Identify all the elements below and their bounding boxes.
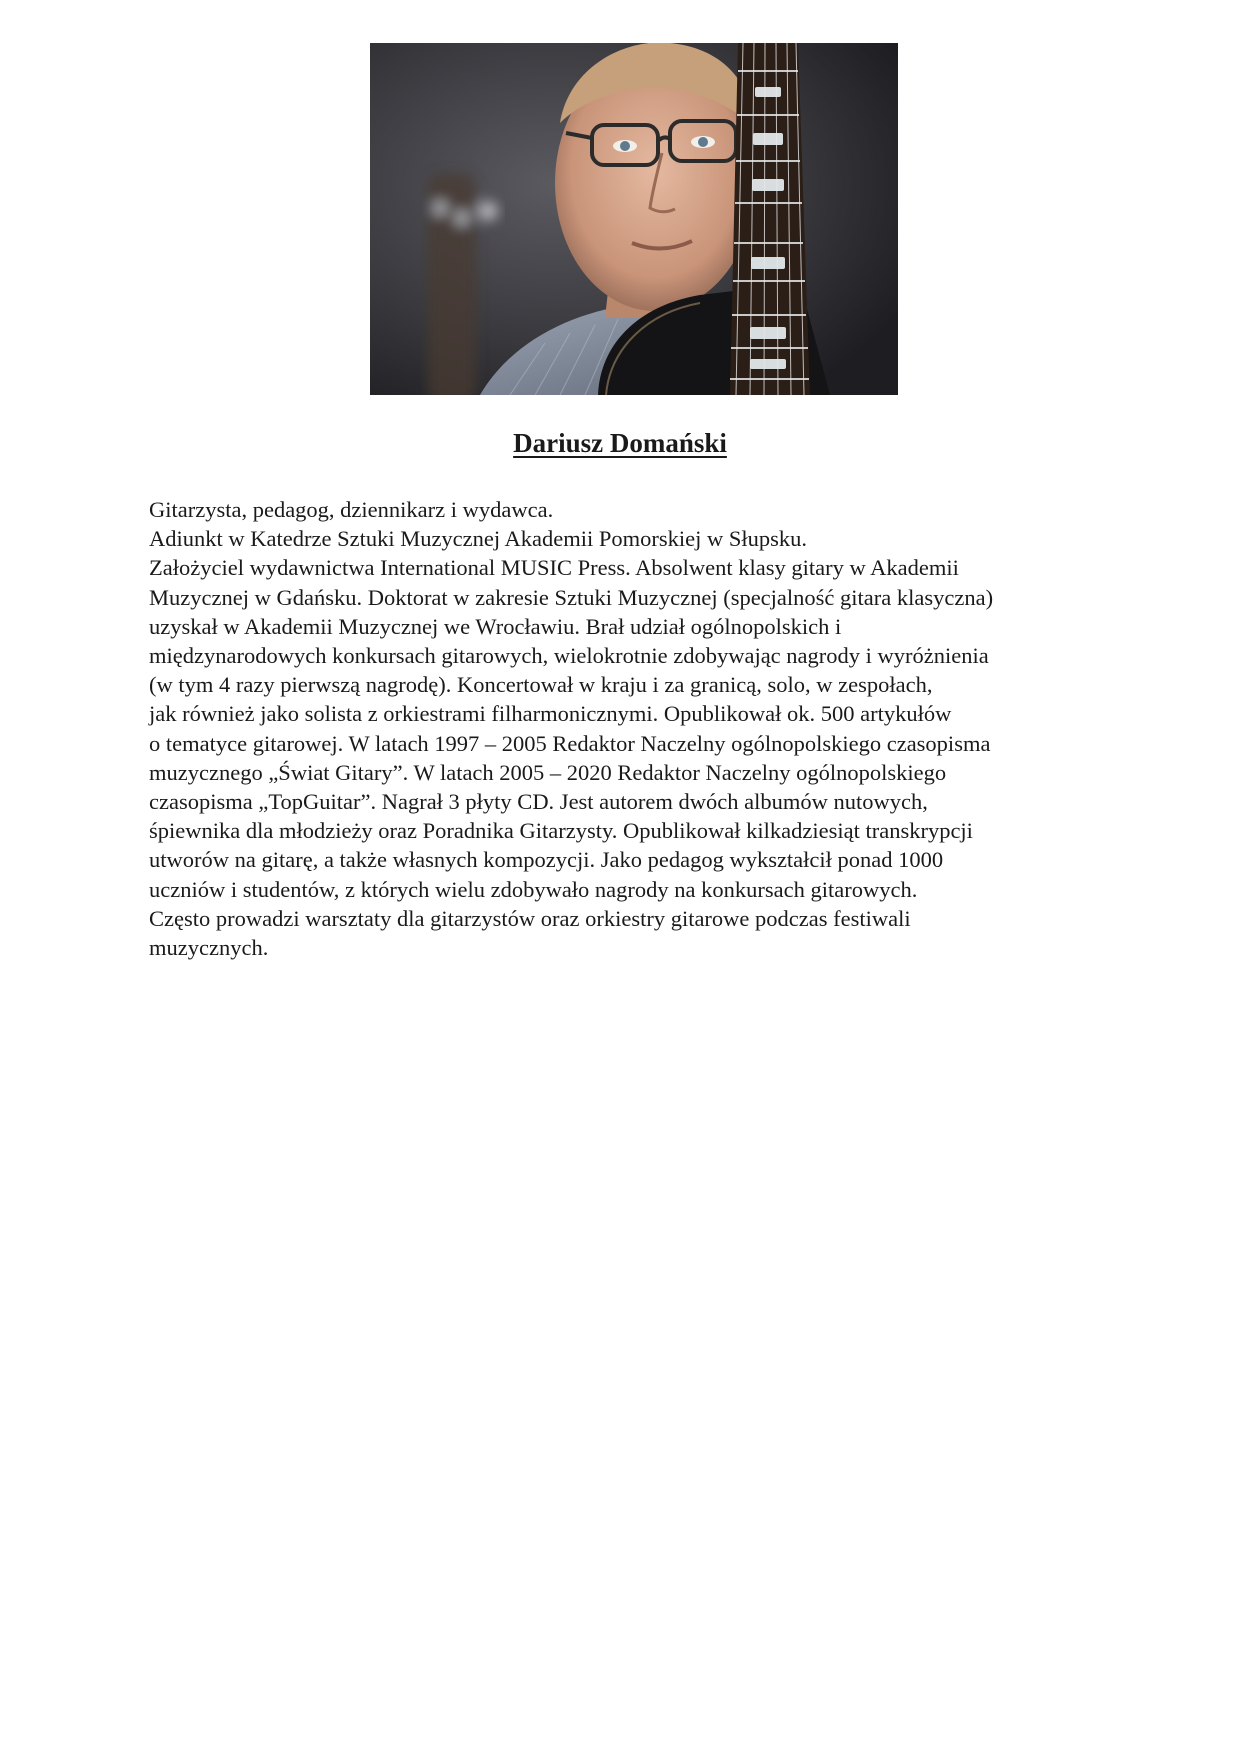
bio-line: międzynarodowych konkursach gitarowych, wielokrotnie zdobywając nagrody i wyróżnienia bbox=[149, 643, 989, 669]
bio-line: muzycznych. bbox=[149, 935, 269, 961]
bio-line: Adiunkt w Katedrze Sztuki Muzycznej Akademii Pomorskiej w Słupsku. bbox=[149, 526, 808, 552]
bio-line: jak również jako solista z orkiestrami filharmonicznymi. Opublikował ok. 500 artykułów bbox=[149, 701, 952, 727]
bio-line: Często prowadzi warsztaty dla gitarzystów oraz orkiestry gitarowe podczas festiwali bbox=[149, 905, 911, 931]
bio-line: Gitarzysta, pedagog, dziennikarz i wydawca. bbox=[149, 497, 554, 522]
portrait-with-guitar-photo bbox=[370, 43, 898, 395]
bio-line: Założyciel wydawnictwa International MUSIC Press. Absolwent klasy gitary w Akademii bbox=[149, 555, 959, 581]
bio-line: utworów na gitarę, a także własnych kompozycji. Jako pedagog wykształcił ponad 1000 bbox=[149, 847, 944, 873]
bio-line: o tematyce gitarowej. W latach 1997 – 2005 Redaktor Naczelny ogólnopolskiego czasopisma bbox=[149, 730, 991, 756]
biography-text bbox=[149, 495, 1109, 962]
bio-line: czasopisma „TopGuitar”. Nagrał 3 płyty CD. Jest autorem dwóch albumów nutowych, bbox=[149, 789, 928, 815]
person-name-heading: Dariusz Domański bbox=[513, 428, 727, 458]
bio-line: Muzycznej w Gdańsku. Doktorat w zakresie Sztuki Muzycznej (specjalność gitara klasyczna) bbox=[149, 584, 994, 610]
bio-line: muzycznego „Świat Gitary”. W latach 2005 – 2020 Redaktor Naczelny ogólnopolskiego bbox=[149, 759, 947, 785]
bio-line: uzyskał w Akademii Muzycznej we Wrocławiu. Brał udział ogólnopolskich i bbox=[149, 613, 842, 639]
bio-line: śpiewnika dla młodzieży oraz Poradnika Gitarzysty. Opublikował kilkadziesiąt transkrypcji bbox=[149, 818, 973, 844]
bio-line: uczniów i studentów, z których wielu zdobywało nagrody na konkursach gitarowych. bbox=[149, 876, 918, 902]
bio-line: (w tym 4 razy pierwszą nagrodę). Koncertował w kraju i za granicą, solo, w zespołach, bbox=[149, 672, 933, 698]
